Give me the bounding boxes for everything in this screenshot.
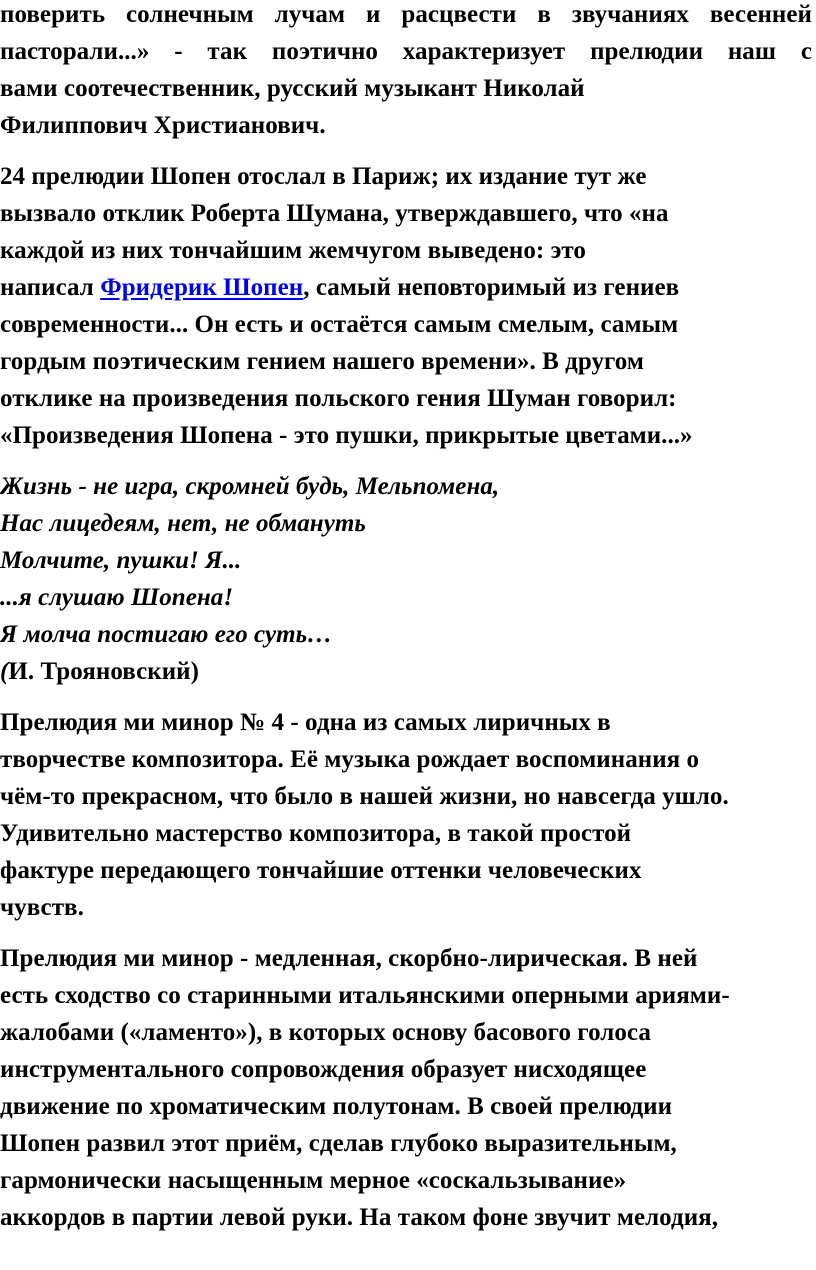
poem-line: ...я слушаю Шопена! bbox=[0, 584, 234, 611]
text-line: пасторали...» - так поэтично характеризует прелюдии наш с bbox=[0, 38, 812, 65]
poem-line: Нас лицедеям, нет, не обмануть bbox=[0, 510, 366, 537]
paragraph-schumann bbox=[0, 158, 812, 454]
text-line: 24 прелюдии Шопен отослал в Париж; их издание тут же bbox=[0, 163, 647, 190]
text-line: современности... Он есть и остаётся самым смелым, самым bbox=[0, 311, 679, 338]
text-line: Филиппович Христианович. bbox=[0, 112, 326, 139]
text-line: каждой из них тончайшим жемчугом выведено: это bbox=[0, 237, 586, 264]
text-line: вами соотечественник, русский музыкант Николай bbox=[0, 75, 585, 102]
text-line: жалобами («ламенто»), в которых основу басового голоса bbox=[0, 1019, 651, 1046]
text-fragment: написал bbox=[0, 274, 101, 301]
text-line: чувств. bbox=[0, 894, 84, 921]
paragraph-intro bbox=[0, 0, 812, 144]
chopin-link[interactable]: Фридерик Шопен bbox=[100, 274, 304, 301]
text-line: отклике на произведения польского гения Шуман говорил: bbox=[0, 385, 677, 412]
text-line: движение по хроматическим полутонам. В своей прелюдии bbox=[0, 1093, 673, 1120]
author-name: И. Трояновский) bbox=[8, 658, 199, 685]
text-line: аккордов в партии левой руки. На таком фоне звучит мелодия, bbox=[0, 1204, 719, 1231]
text-line: есть сходство со старинными итальянскими оперными ариями- bbox=[0, 982, 730, 1009]
poem-line: Жизнь - не игра, скромней будь, Мельпомена, bbox=[0, 473, 500, 500]
text-fragment: , самый неповторимый из гениев bbox=[303, 274, 680, 301]
text-line: чём-то прекрасном, что было в нашей жизни, но навсегда ушло. bbox=[0, 783, 729, 810]
text-line: Шопен развил этот приём, сделав глубоко выразительным, bbox=[0, 1130, 677, 1157]
text-line: инструментального сопровождения образует нисходящее bbox=[0, 1056, 647, 1083]
text-line: Удивительно мастерство композитора, в такой простой bbox=[0, 820, 632, 847]
text-line: Прелюдия ми минор № 4 - одна из самых лиричных в bbox=[0, 709, 611, 736]
text-line: поверить солнечным лучам и расцвести в звучаниях весенней bbox=[0, 1, 812, 28]
text-line: гордым поэтическим гением нашего времени». В другом bbox=[0, 348, 644, 375]
paragraph-prelude-e-minor bbox=[0, 704, 812, 926]
text-line: творчестве композитора. Её музыка рождает воспоминания о bbox=[0, 746, 700, 773]
poem-line: Я молча постигаю его суть… bbox=[0, 621, 333, 648]
text-line-with-link bbox=[0, 269, 812, 306]
text-line: «Произведения Шопена - это пушки, прикрытые цветами...» bbox=[0, 422, 693, 449]
text-line: фактуре передающего тончайшие оттенки человеческих bbox=[0, 857, 642, 884]
poem-quote bbox=[0, 468, 812, 690]
text-line: гармонически насыщенным мерное «соскальзывание» bbox=[0, 1167, 627, 1194]
paragraph-lament bbox=[0, 940, 812, 1236]
author-open-paren: ( bbox=[0, 658, 9, 685]
poem-line: Молчите, пушки! Я... bbox=[0, 547, 242, 574]
text-line: Прелюдия ми минор - медленная, скорбно-лирическая. В ней bbox=[0, 945, 698, 972]
poem-author bbox=[0, 653, 812, 690]
text-line: вызвало отклик Роберта Шумана, утверждавшего, что «на bbox=[0, 200, 669, 227]
